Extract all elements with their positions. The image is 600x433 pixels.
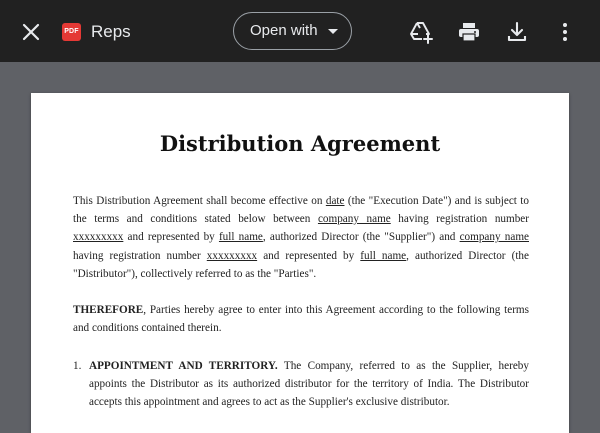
- company-name-placeholder: company name: [317, 213, 391, 226]
- intro-text: This Distribution Agreement shall become effective on: [73, 195, 326, 207]
- print-icon[interactable]: [457, 20, 481, 44]
- clause-text: The Company, referred to as the Supplier, hereby appoints the Distributor as its authorized distributor for the territory of India. The Distributor accepts this appointment and agrees to act as the Supplier's exclusive distributor.: [89, 360, 529, 409]
- date-placeholder: date: [325, 195, 345, 207]
- intro-paragraph: [73, 192, 529, 283]
- clause-body: [89, 357, 529, 412]
- more-vert-icon[interactable]: [553, 20, 577, 44]
- registration-placeholder: xxxxxxxxx: [206, 249, 258, 262]
- viewer-toolbar: [0, 0, 600, 62]
- pdf-file-icon: PDF: [62, 23, 81, 41]
- therefore-text: , Parties hereby agree to enter into this Agreement according to the following terms and conditions contained therein.: [73, 304, 529, 335]
- intro-text: and represented by: [123, 231, 219, 244]
- document-heading: Distribution Agreement: [159, 131, 441, 156]
- full-name-placeholder: full name: [360, 249, 407, 262]
- intro-text: having registration number: [390, 213, 529, 226]
- clause-number: 1.: [73, 360, 82, 372]
- document-page: [31, 93, 569, 433]
- chevron-down-icon: [328, 29, 338, 34]
- download-icon[interactable]: [505, 20, 529, 44]
- therefore-paragraph: [73, 301, 529, 337]
- intro-text: (the "Execution Date") and is subject to the terms and conditions stated below between: [73, 195, 529, 226]
- full-name-placeholder: full name: [218, 231, 263, 244]
- intro-text: having registration number: [73, 249, 207, 262]
- intro-text: , authorized Director (the "Supplier") and: [262, 231, 460, 244]
- add-to-drive-icon[interactable]: [409, 20, 433, 44]
- open-with-button[interactable]: [233, 12, 352, 50]
- company-name-placeholder: company name: [459, 231, 529, 244]
- close-icon[interactable]: [18, 19, 44, 45]
- intro-text: and represented by: [257, 249, 361, 262]
- open-with-label: Open with: [250, 22, 318, 39]
- therefore-keyword: THEREFORE: [73, 304, 144, 316]
- registration-placeholder: xxxxxxxxx: [73, 231, 124, 244]
- document-title: Reps: [91, 22, 131, 41]
- intro-text: , authorized Director (the "Distributor"), collectively referred to as the "Parties".: [73, 249, 529, 280]
- clause-title: APPOINTMENT AND TERRITORY.: [89, 360, 278, 372]
- clause-1: [73, 357, 529, 412]
